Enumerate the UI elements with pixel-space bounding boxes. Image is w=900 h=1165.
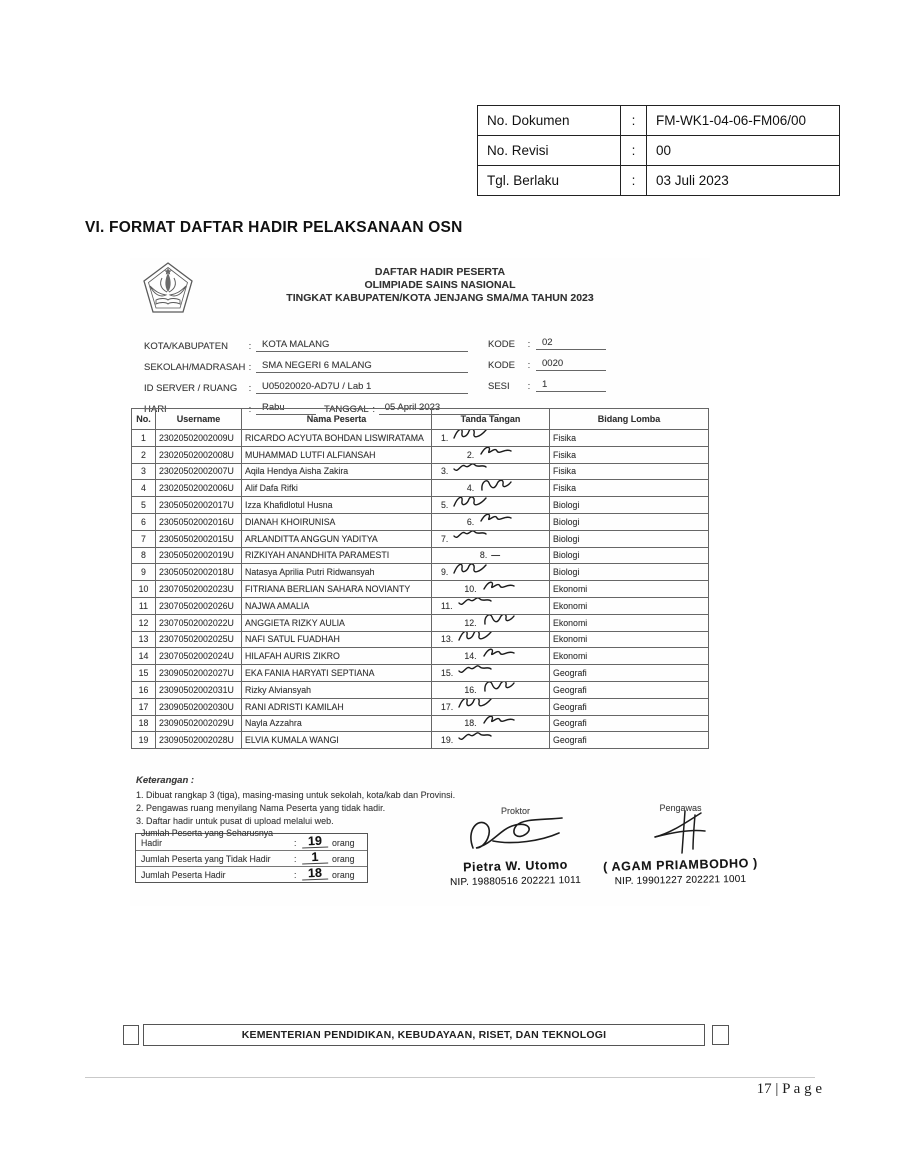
signature-wrap <box>435 632 546 647</box>
signature-wrap <box>435 548 546 563</box>
cell-bidang: Fisika <box>550 480 709 497</box>
cell-username: 23070502002025U <box>156 631 242 648</box>
field-right-value: 1 <box>536 379 606 392</box>
cell-username: 23090502002030U <box>156 698 242 715</box>
doc-info-colon: : <box>621 136 647 166</box>
cell-no: 12 <box>132 614 156 631</box>
col-header-no: No. <box>132 409 156 430</box>
cell-nama: ARLANDITTA ANGGUN YADITYA <box>242 530 432 547</box>
proktor-signatory <box>433 806 598 887</box>
cell-bidang: Fisika <box>550 446 709 463</box>
cell-tanda <box>432 547 550 564</box>
signature-number: 6. <box>466 516 475 527</box>
doc-info-body <box>478 106 840 196</box>
count-unit: orang <box>332 854 355 864</box>
cell-bidang: Biologi <box>550 530 709 547</box>
cell-tanda <box>432 614 550 631</box>
col-header-bidang: Bidang Lomba <box>550 409 709 430</box>
signature-wrap <box>435 716 546 731</box>
doc-info-label: No. Revisi <box>478 136 621 166</box>
field-right-label: SESI <box>488 381 510 392</box>
form-field-row <box>144 352 704 373</box>
doc-info-row <box>478 106 840 136</box>
signature-wrap <box>435 531 546 546</box>
doc-info-label: Tgl. Berlaku <box>478 166 621 196</box>
count-colon: : <box>294 838 297 848</box>
signature-number: 10. <box>464 584 477 595</box>
cell-tanda <box>432 732 550 749</box>
cell-bidang: Ekonomi <box>550 631 709 648</box>
cell-tanda <box>432 430 550 447</box>
participant-count-box <box>135 828 368 883</box>
pengawas-signature-icon <box>598 807 763 862</box>
cell-nama: Natasya Aprilia Putri Ridwansyah <box>242 564 432 581</box>
footer-bar-right-box <box>712 1025 729 1045</box>
cell-tanda <box>432 648 550 665</box>
count-colon: : <box>294 870 297 880</box>
signature-number: 7. <box>441 533 449 544</box>
attendance-table-body <box>132 430 709 749</box>
signature-wrap <box>435 565 546 580</box>
signature-number: 17. <box>441 701 454 712</box>
cell-nama: EKA FANIA HARYATI SEPTIANA <box>242 665 432 682</box>
signature-wrap <box>435 699 546 714</box>
cell-bidang: Biologi <box>550 513 709 530</box>
cell-username: 23070502002022U <box>156 614 242 631</box>
cell-username: 23090502002027U <box>156 665 242 682</box>
table-row <box>132 581 709 598</box>
signature-wrap <box>435 682 546 697</box>
count-label: Jumlah Peserta yang Seharusnya Hadir <box>141 828 274 848</box>
cell-bidang: Geografi <box>550 681 709 698</box>
field-mid-value: 05 April 2023 <box>379 402 499 415</box>
cell-username: 23070502002024U <box>156 648 242 665</box>
scanned-attendance-form <box>130 258 759 906</box>
signature-wrap <box>435 447 546 462</box>
doc-info-row <box>478 136 840 166</box>
cell-nama: FITRIANA BERLIAN SAHARA NOVIANTY <box>242 581 432 598</box>
cell-nama: Izza Khafidlotul Husna <box>242 497 432 514</box>
cell-bidang: Fisika <box>550 430 709 447</box>
field-colon: : <box>248 383 252 394</box>
table-row <box>132 614 709 631</box>
cell-nama: HILAFAH AURIS ZIKRO <box>242 648 432 665</box>
signature-icon <box>457 631 493 646</box>
cell-tanda <box>432 446 550 463</box>
cell-username: 23020502002008U <box>156 446 242 463</box>
cell-username: 23090502002029U <box>156 715 242 732</box>
col-header-tanda: Tanda Tangan <box>432 409 550 430</box>
signature-number: 3. <box>441 466 449 477</box>
signature-number: 18. <box>464 718 477 729</box>
signature-icon <box>457 665 493 680</box>
table-row <box>132 564 709 581</box>
table-row <box>132 715 709 732</box>
doc-info-table <box>477 105 840 196</box>
form-title-line2: OLIMPIADE SAINS NASIONAL <box>364 279 516 291</box>
signature-number: 5. <box>441 500 449 511</box>
cell-no: 10 <box>132 581 156 598</box>
tut-wuri-handayani-logo-icon <box>142 261 194 326</box>
form-title <box>225 266 655 305</box>
signature-number: 12. <box>464 617 477 628</box>
cell-tanda <box>432 698 550 715</box>
table-row <box>132 480 709 497</box>
table-row <box>132 681 709 698</box>
table-row <box>132 513 709 530</box>
proktor-name: Pietra W. Utomo <box>462 857 569 875</box>
field-right-colon: : <box>527 360 531 371</box>
table-row <box>132 648 709 665</box>
cell-username: 23020502002007U <box>156 463 242 480</box>
cell-nama: ANGGIETA RIZKY AULIA <box>242 614 432 631</box>
signature-icon <box>481 648 517 663</box>
field-colon: : <box>248 362 252 373</box>
signature-icon <box>452 463 488 478</box>
signature-wrap <box>435 649 546 664</box>
keterangan-item: 2. Pengawas ruang menyilang Nama Peserta yang tidak hadir. <box>136 803 386 813</box>
cell-no: 8 <box>132 547 156 564</box>
field-label: HARI <box>144 404 167 415</box>
footer-bar-left-box <box>123 1025 139 1045</box>
field-mid-label: TANGGAL <box>324 404 369 415</box>
doc-info-label: No. Dokumen <box>478 106 621 136</box>
cell-username: 23050502002015U <box>156 530 242 547</box>
table-row <box>132 530 709 547</box>
cell-username: 23020502002006U <box>156 480 242 497</box>
table-row <box>132 732 709 749</box>
cell-tanda <box>432 681 550 698</box>
cell-no: 15 <box>132 665 156 682</box>
signature-wrap <box>435 615 546 630</box>
signature-wrap <box>435 582 546 597</box>
doc-info-value: 00 <box>647 136 840 166</box>
signature-icon <box>452 564 488 579</box>
signature-number: 13. <box>441 634 454 645</box>
pengawas-nip: NIP. 19901227 202221 1001 <box>614 873 747 888</box>
cell-no: 14 <box>132 648 156 665</box>
field-colon: : <box>248 341 252 352</box>
count-label: Jumlah Peserta Hadir <box>141 870 226 880</box>
table-row <box>132 497 709 514</box>
cell-nama: NAJWA AMALIA <box>242 597 432 614</box>
doc-info-colon: : <box>621 166 647 196</box>
cell-username: 23050502002017U <box>156 497 242 514</box>
cell-tanda <box>432 581 550 598</box>
form-fields <box>144 331 704 415</box>
signature-wrap <box>435 481 546 496</box>
cell-tanda <box>432 597 550 614</box>
cell-nama: DIANAH KHOIRUNISA <box>242 513 432 530</box>
cell-bidang: Fisika <box>550 463 709 480</box>
proktor-role-label: Proktor <box>500 806 530 816</box>
signature-number: 11. <box>441 600 453 611</box>
cell-no: 13 <box>132 631 156 648</box>
cell-no: 18 <box>132 715 156 732</box>
keterangan-item: 3. Daftar hadir untuk pusat di upload melalui web. <box>136 816 334 826</box>
cell-bidang: Geografi <box>550 665 709 682</box>
cell-nama: ELVIA KUMALA WANGI <box>242 732 432 749</box>
field-colon: : <box>248 404 252 415</box>
cell-no: 17 <box>132 698 156 715</box>
keterangan-items <box>136 789 455 828</box>
table-row <box>132 547 709 564</box>
signature-wrap <box>435 733 546 748</box>
signature-number: 15. <box>441 668 454 679</box>
field-label: SEKOLAH/MADRASAH <box>144 362 246 373</box>
signature-wrap <box>435 464 546 479</box>
table-row <box>132 446 709 463</box>
table-row <box>132 597 709 614</box>
col-header-username: Username <box>156 409 242 430</box>
signature-number: 16. <box>464 684 477 695</box>
signature-icon <box>452 530 488 545</box>
signature-number: 2. <box>466 449 475 460</box>
count-value-handwritten: 18 <box>302 868 328 881</box>
cell-tanda <box>432 530 550 547</box>
cell-username: 23090502002028U <box>156 732 242 749</box>
signature-icon <box>481 581 517 596</box>
table-row <box>132 698 709 715</box>
count-unit: orang <box>332 838 355 848</box>
signature-wrap <box>435 430 546 445</box>
cell-nama: RICARDO ACYUTA BOHDAN LISWIRATAMA <box>242 430 432 447</box>
attendance-table <box>131 408 709 749</box>
cell-nama: Alif Dafa Rifki <box>242 480 432 497</box>
cell-nama: RIZKIYAH ANANDHITA PARAMESTI <box>242 547 432 564</box>
signature-number: 8. <box>479 550 488 561</box>
signature-icon <box>478 446 514 461</box>
cell-bidang: Ekonomi <box>550 648 709 665</box>
signature-icon <box>478 480 514 495</box>
cell-tanda <box>432 513 550 530</box>
footer-bar: KEMENTERIAN PENDIDIKAN, KEBUDAYAAN, RISET, DAN TEKNOLOGI <box>143 1024 705 1046</box>
cell-username: 23050502002019U <box>156 547 242 564</box>
cell-bidang: Ekonomi <box>550 581 709 598</box>
cell-username: 23090502002031U <box>156 681 242 698</box>
field-right-colon: : <box>527 339 531 350</box>
cell-bidang: Ekonomi <box>550 597 709 614</box>
cell-bidang: Geografi <box>550 732 709 749</box>
doc-info-value: 03 Juli 2023 <box>647 166 840 196</box>
keterangan-title: Keterangan : <box>136 775 195 786</box>
cell-no: 6 <box>132 513 156 530</box>
field-value: Rabu <box>256 402 316 415</box>
pengawas-role-label: Pengawas <box>659 803 702 813</box>
cell-no: 19 <box>132 732 156 749</box>
attendance-header-row <box>132 409 709 430</box>
cell-username: 23070502002023U <box>156 581 242 598</box>
proktor-nip: NIP. 19880516 202221 1011 <box>449 874 582 889</box>
cell-tanda <box>432 564 550 581</box>
signature-icon <box>481 614 517 629</box>
attendance-table-head <box>132 409 709 430</box>
page-number: 17 | P a g e <box>756 1081 822 1097</box>
cell-tanda <box>432 463 550 480</box>
field-right-group <box>488 358 606 371</box>
cell-no: 4 <box>132 480 156 497</box>
signature-wrap <box>435 598 546 613</box>
cell-username: 23050502002018U <box>156 564 242 581</box>
field-right-label: KODE <box>488 360 515 371</box>
cell-no: 7 <box>132 530 156 547</box>
cell-nama: Nayla Azzahra <box>242 715 432 732</box>
signature-wrap <box>435 498 546 513</box>
signature-wrap <box>435 514 546 529</box>
signature-icon <box>457 698 493 713</box>
cell-no: 1 <box>132 430 156 447</box>
keterangan-notes <box>136 775 455 828</box>
count-value-handwritten: 19 <box>302 836 328 849</box>
cell-no: 5 <box>132 497 156 514</box>
cell-bidang: Geografi <box>550 698 709 715</box>
form-title-line3: TINGKAT KABUPATEN/KOTA JENJANG SMA/MA TAHUN 2023 <box>286 292 594 304</box>
cell-username: 23050502002016U <box>156 513 242 530</box>
cell-bidang: Geografi <box>550 715 709 732</box>
table-row <box>132 665 709 682</box>
signature-icon <box>457 597 493 612</box>
cell-bidang: Biologi <box>550 497 709 514</box>
absent-dash-mark: — <box>491 550 502 561</box>
doc-info-value: FM-WK1-04-06-FM06/00 <box>647 106 840 136</box>
table-row <box>132 631 709 648</box>
table-row <box>132 463 709 480</box>
count-colon: : <box>294 854 297 864</box>
field-value: SMA NEGERI 6 MALANG <box>256 360 468 373</box>
cell-tanda <box>432 497 550 514</box>
keterangan-item: 1. Dibuat rangkap 3 (tiga), masing-masing untuk sekolah, kota/kab dan Provinsi. <box>136 790 456 800</box>
signature-icon <box>481 681 517 696</box>
table-row <box>132 430 709 447</box>
field-value: KOTA MALANG <box>256 339 468 352</box>
proktor-signature-icon <box>433 810 598 863</box>
section-heading: VI. FORMAT DAFTAR HADIR PELAKSANAAN OSN <box>85 219 463 236</box>
form-field-row <box>144 373 704 394</box>
cell-tanda <box>432 631 550 648</box>
field-right-label: KODE <box>488 339 515 350</box>
signature-icon <box>478 513 514 528</box>
cell-bidang: Biologi <box>550 547 709 564</box>
count-unit: orang <box>332 870 355 880</box>
field-value: U05020020-AD7U / Lab 1 <box>256 381 468 394</box>
form-title-line1: DAFTAR HADIR PESERTA <box>374 266 506 278</box>
count-value-handwritten: 1 <box>302 852 328 865</box>
cell-bidang: Ekonomi <box>550 614 709 631</box>
signature-number: 1. <box>441 432 449 443</box>
count-row <box>136 850 367 866</box>
signature-icon <box>481 715 517 730</box>
pengawas-signatory <box>598 803 763 886</box>
count-row <box>136 828 367 850</box>
count-label: Jumlah Peserta yang Tidak Hadir <box>141 854 271 864</box>
cell-no: 2 <box>132 446 156 463</box>
signature-icon <box>457 732 493 747</box>
count-row <box>136 866 367 882</box>
cell-tanda <box>432 665 550 682</box>
signature-icon <box>452 430 488 445</box>
signature-number: 4. <box>466 483 475 494</box>
doc-info-row <box>478 166 840 196</box>
doc-info-colon: : <box>621 106 647 136</box>
form-field-row <box>144 331 704 352</box>
field-label: KOTA/KABUPATEN <box>144 341 228 352</box>
cell-tanda <box>432 480 550 497</box>
footer-divider <box>85 1077 815 1078</box>
cell-nama: Rizky Alviansyah <box>242 681 432 698</box>
cell-bidang: Biologi <box>550 564 709 581</box>
field-right-value: 02 <box>536 337 606 350</box>
cell-nama: MUHAMMAD LUTFI ALFIANSAH <box>242 446 432 463</box>
signature-icon <box>452 497 488 512</box>
cell-no: 3 <box>132 463 156 480</box>
cell-nama: Aqila Hendya Aisha Zakira <box>242 463 432 480</box>
signature-number: 9. <box>441 567 449 578</box>
cell-username: 23020502002009U <box>156 430 242 447</box>
field-mid-colon: : <box>372 404 376 415</box>
signature-wrap <box>435 666 546 681</box>
field-right-value: 0020 <box>536 358 606 371</box>
col-header-nama: Nama Peserta <box>242 409 432 430</box>
cell-no: 11 <box>132 597 156 614</box>
cell-no: 16 <box>132 681 156 698</box>
signature-number: 14. <box>464 651 477 662</box>
pengawas-name: ( AGAM PRIAMBODHO ) <box>602 855 759 875</box>
field-right-colon: : <box>527 381 531 392</box>
cell-tanda <box>432 715 550 732</box>
cell-nama: NAFI SATUL FUADHAH <box>242 631 432 648</box>
field-right-group <box>488 379 606 392</box>
field-right-group <box>488 337 606 350</box>
cell-no: 9 <box>132 564 156 581</box>
signature-number: 19. <box>441 735 454 746</box>
field-label: ID SERVER / RUANG <box>144 383 238 394</box>
cell-username: 23070502002026U <box>156 597 242 614</box>
cell-nama: RANI ADRISTI KAMILAH <box>242 698 432 715</box>
